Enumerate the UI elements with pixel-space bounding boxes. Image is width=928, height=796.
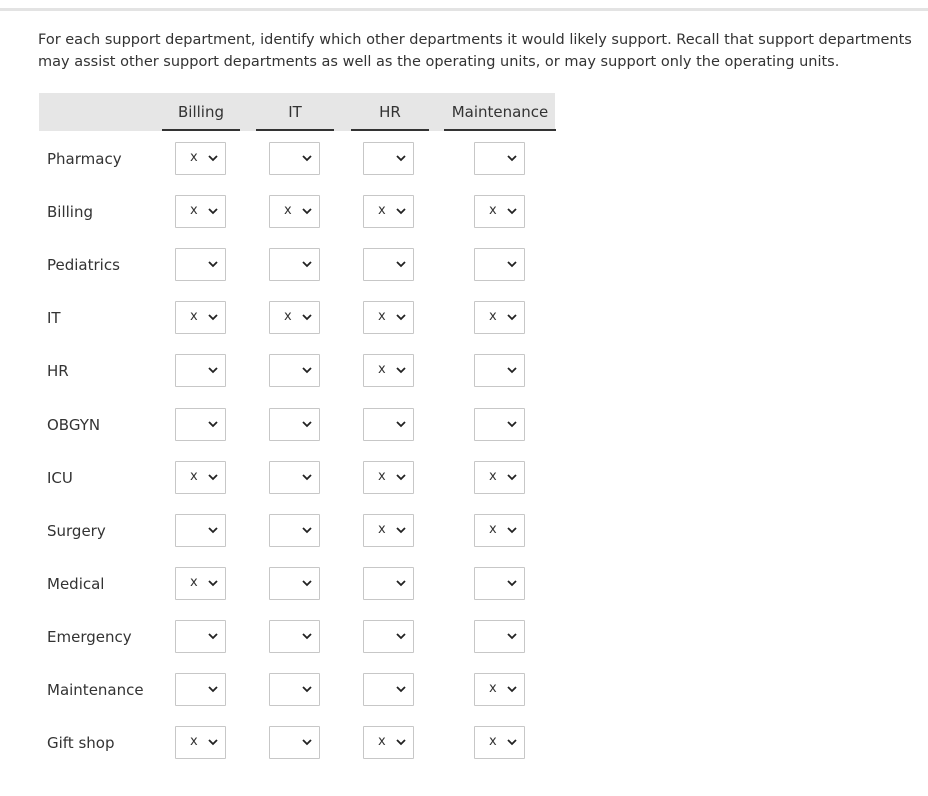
chevron-down-icon — [396, 207, 406, 215]
dropdown-pharmacy-it[interactable] — [269, 142, 320, 175]
dropdown-emergency-hr[interactable] — [363, 620, 414, 653]
dropdown-selected-value: x — [489, 469, 497, 484]
dropdown-surgery-billing[interactable] — [175, 514, 226, 547]
dropdown-maintenance-it[interactable] — [269, 673, 320, 706]
chevron-down-icon — [208, 420, 218, 428]
chevron-down-icon — [302, 154, 312, 162]
row-label-it: IT — [47, 309, 61, 327]
dropdown-medical-hr[interactable] — [363, 567, 414, 600]
dropdown-it-billing[interactable] — [175, 301, 226, 334]
row-label-pharmacy: Pharmacy — [47, 150, 122, 168]
chevron-down-icon — [302, 366, 312, 374]
dropdown-selected-value: x — [378, 309, 386, 324]
chevron-down-icon — [208, 366, 218, 374]
chevron-down-icon — [507, 685, 517, 693]
dropdown-emergency-it[interactable] — [269, 620, 320, 653]
dropdown-billing-hr[interactable] — [363, 195, 414, 228]
dropdown-emergency-maintenance[interactable] — [474, 620, 525, 653]
row-label-icu: ICU — [47, 469, 73, 487]
chevron-down-icon — [208, 473, 218, 481]
chevron-down-icon — [208, 260, 218, 268]
dropdown-icu-hr[interactable] — [363, 461, 414, 494]
dropdown-selected-value: x — [378, 469, 386, 484]
row-label-medical: Medical — [47, 575, 105, 593]
chevron-down-icon — [208, 313, 218, 321]
dropdown-surgery-maintenance[interactable] — [474, 514, 525, 547]
chevron-down-icon — [208, 579, 218, 587]
dropdown-emergency-billing[interactable] — [175, 620, 226, 653]
column-header-hr: HR — [351, 93, 429, 131]
chevron-down-icon — [507, 366, 517, 374]
chevron-down-icon — [302, 207, 312, 215]
row-label-pediatrics: Pediatrics — [47, 256, 120, 274]
dropdown-selected-value: x — [489, 681, 497, 696]
dropdown-obgyn-hr[interactable] — [363, 408, 414, 441]
dropdown-it-it[interactable] — [269, 301, 320, 334]
dropdown-icu-maintenance[interactable] — [474, 461, 525, 494]
dropdown-maintenance-hr[interactable] — [363, 673, 414, 706]
dropdown-selected-value: x — [378, 734, 386, 749]
dropdown-icu-billing[interactable] — [175, 461, 226, 494]
dropdown-selected-value: x — [378, 522, 386, 537]
row-label-gift-shop: Gift shop — [47, 734, 115, 752]
dropdown-selected-value: x — [190, 734, 198, 749]
dropdown-gift-shop-hr[interactable] — [363, 726, 414, 759]
chevron-down-icon — [302, 738, 312, 746]
dropdown-pediatrics-billing[interactable] — [175, 248, 226, 281]
dropdown-selected-value: x — [190, 469, 198, 484]
dropdown-obgyn-it[interactable] — [269, 408, 320, 441]
dropdown-pharmacy-maintenance[interactable] — [474, 142, 525, 175]
chevron-down-icon — [302, 579, 312, 587]
dropdown-hr-it[interactable] — [269, 354, 320, 387]
row-label-obgyn: OBGYN — [47, 416, 101, 434]
row-label-billing: Billing — [47, 203, 93, 221]
row-label-hr: HR — [47, 362, 69, 380]
dropdown-gift-shop-billing[interactable] — [175, 726, 226, 759]
chevron-down-icon — [507, 420, 517, 428]
chevron-down-icon — [396, 313, 406, 321]
dropdown-gift-shop-it[interactable] — [269, 726, 320, 759]
chevron-down-icon — [302, 473, 312, 481]
dropdown-hr-hr[interactable] — [363, 354, 414, 387]
chevron-down-icon — [507, 473, 517, 481]
chevron-down-icon — [396, 526, 406, 534]
chevron-down-icon — [396, 420, 406, 428]
dropdown-selected-value: x — [190, 150, 198, 165]
dropdown-pediatrics-it[interactable] — [269, 248, 320, 281]
chevron-down-icon — [396, 685, 406, 693]
chevron-down-icon — [507, 738, 517, 746]
chevron-down-icon — [507, 526, 517, 534]
dropdown-it-hr[interactable] — [363, 301, 414, 334]
chevron-down-icon — [507, 207, 517, 215]
dropdown-hr-maintenance[interactable] — [474, 354, 525, 387]
chevron-down-icon — [302, 685, 312, 693]
chevron-down-icon — [208, 685, 218, 693]
dropdown-selected-value: x — [489, 522, 497, 537]
dropdown-selected-value: x — [190, 575, 198, 590]
chevron-down-icon — [396, 366, 406, 374]
dropdown-maintenance-billing[interactable] — [175, 673, 226, 706]
dropdown-medical-it[interactable] — [269, 567, 320, 600]
dropdown-gift-shop-maintenance[interactable] — [474, 726, 525, 759]
dropdown-surgery-it[interactable] — [269, 514, 320, 547]
dropdown-selected-value: x — [489, 734, 497, 749]
chevron-down-icon — [396, 632, 406, 640]
dropdown-pediatrics-hr[interactable] — [363, 248, 414, 281]
dropdown-selected-value: x — [190, 203, 198, 218]
column-header-billing: Billing — [162, 93, 240, 131]
dropdown-medical-billing[interactable] — [175, 567, 226, 600]
top-divider — [0, 8, 928, 11]
dropdown-selected-value: x — [190, 309, 198, 324]
column-header-maintenance: Maintenance — [444, 93, 556, 131]
chevron-down-icon — [208, 738, 218, 746]
row-label-surgery: Surgery — [47, 522, 106, 540]
dropdown-hr-billing[interactable] — [175, 354, 226, 387]
dropdown-obgyn-billing[interactable] — [175, 408, 226, 441]
dropdown-selected-value: x — [284, 203, 292, 218]
dropdown-pharmacy-billing[interactable] — [175, 142, 226, 175]
dropdown-medical-maintenance[interactable] — [474, 567, 525, 600]
row-label-maintenance: Maintenance — [47, 681, 144, 699]
dropdown-selected-value: x — [378, 362, 386, 377]
chevron-down-icon — [208, 207, 218, 215]
chevron-down-icon — [507, 632, 517, 640]
chevron-down-icon — [507, 313, 517, 321]
dropdown-billing-it[interactable] — [269, 195, 320, 228]
chevron-down-icon — [507, 579, 517, 587]
dropdown-obgyn-maintenance[interactable] — [474, 408, 525, 441]
chevron-down-icon — [208, 154, 218, 162]
chevron-down-icon — [507, 260, 517, 268]
dropdown-pharmacy-hr[interactable] — [363, 142, 414, 175]
dropdown-maintenance-maintenance[interactable] — [474, 673, 525, 706]
dropdown-selected-value: x — [378, 203, 386, 218]
dropdown-pediatrics-maintenance[interactable] — [474, 248, 525, 281]
dropdown-billing-maintenance[interactable] — [474, 195, 525, 228]
dropdown-selected-value: x — [284, 309, 292, 324]
dropdown-selected-value: x — [489, 203, 497, 218]
chevron-down-icon — [396, 260, 406, 268]
chevron-down-icon — [507, 154, 517, 162]
dropdown-selected-value: x — [489, 309, 497, 324]
dropdown-surgery-hr[interactable] — [363, 514, 414, 547]
chevron-down-icon — [396, 738, 406, 746]
chevron-down-icon — [208, 632, 218, 640]
chevron-down-icon — [396, 154, 406, 162]
chevron-down-icon — [396, 579, 406, 587]
column-header-it: IT — [256, 93, 334, 131]
chevron-down-icon — [302, 526, 312, 534]
chevron-down-icon — [396, 473, 406, 481]
dropdown-icu-it[interactable] — [269, 461, 320, 494]
chevron-down-icon — [302, 313, 312, 321]
chevron-down-icon — [302, 632, 312, 640]
dropdown-billing-billing[interactable] — [175, 195, 226, 228]
chevron-down-icon — [208, 526, 218, 534]
chevron-down-icon — [302, 260, 312, 268]
dropdown-it-maintenance[interactable] — [474, 301, 525, 334]
question-instructions: For each support department, identify which other departments it would likely support. Recall that support departments may assist other support departments as well as the operating units, or may support only the operating units. — [38, 32, 912, 70]
chevron-down-icon — [302, 420, 312, 428]
row-label-emergency: Emergency — [47, 628, 132, 646]
